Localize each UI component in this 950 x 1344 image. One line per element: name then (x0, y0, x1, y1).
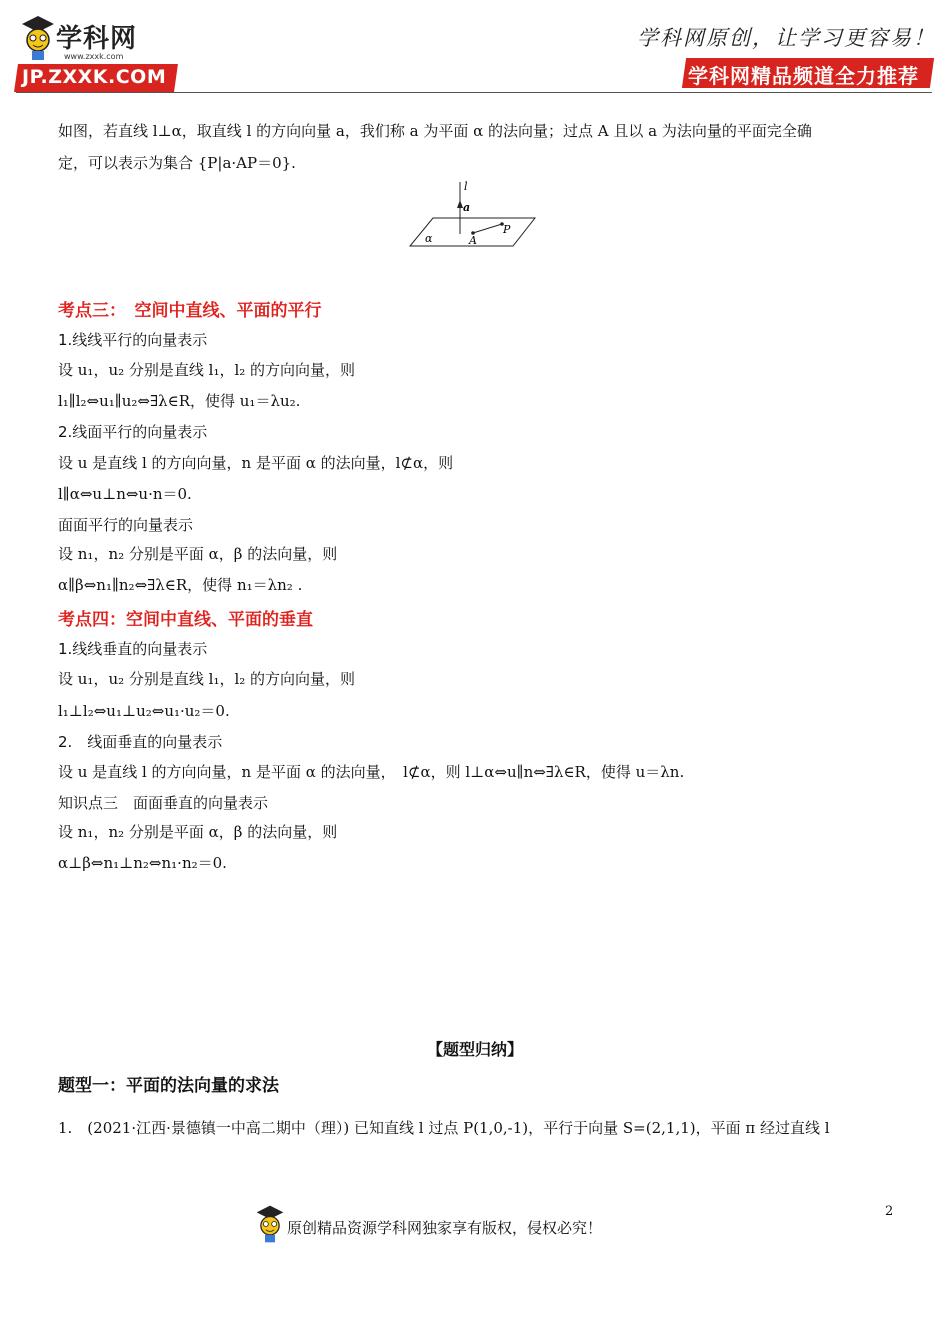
section3-l1: 设 u₁，u₂ 分别是直线 l₁，l₂ 的方向向量，则 (58, 361, 356, 379)
section3-h3: 面面平行的向量表示 (58, 516, 194, 534)
intro-line-2: 定，可以表示为集合 {P|a·AP＝0}. (58, 154, 296, 172)
section4-l2: l₁⊥l₂⇔u₁⊥u₂⇔u₁·u₂＝0. (58, 702, 230, 720)
normal-vector-figure (405, 178, 540, 250)
section4-l5: α⊥β⇔n₁⊥n₂⇔n₁·n₂＝0. (58, 854, 227, 872)
section4-l3: 设 u 是直线 l 的方向向量，n 是平面 α 的法向量， l⊄α，则 l⊥α⇔u∥n⇔∃λ∈R，使得 u＝λn. (58, 763, 685, 781)
figure-label-P: P (503, 223, 511, 236)
section4-l4: 设 n₁，n₂ 分别是平面 α，β 的法向量，则 (58, 823, 338, 841)
footer-copyright: 原创精品资源学科网独家享有版权，侵权必究！ (287, 1219, 603, 1237)
section3-l3: 设 u 是直线 l 的方向向量，n 是平面 α 的法向量，l⊄α，则 (58, 454, 454, 472)
slogan: 学科网原创，让学习更容易！ (637, 26, 936, 50)
section3-l6: α∥β⇔n₁∥n₂⇔∃λ∈R，使得 n₁＝λn₂ . (58, 576, 303, 594)
logo-url: www.zxxk.com (64, 52, 124, 61)
section4-h1: 1.线线垂直的向量表示 (58, 640, 208, 658)
figure-label-l: l (464, 180, 468, 193)
section4-h2: 2. 线面垂直的向量表示 (58, 733, 223, 751)
footer-mascot-icon (255, 1204, 285, 1244)
logo-name: 学科网 (56, 24, 138, 54)
type1-title: 题型一：平面的法向量的求法 (58, 1076, 279, 1096)
figure-label-a: a (463, 201, 471, 214)
page-number: 2 (885, 1204, 894, 1219)
mascot-icon (20, 14, 56, 62)
section4-h3: 知识点三 面面垂直的向量表示 (58, 794, 269, 812)
question-1: 1. (2021·江西·景德镇一中高二期中（理）) 已知直线 l 过点 P(1,0,-1)，平行于向量 S=(2,1,1)，平面 π 经过直线 l (58, 1119, 830, 1137)
header-divider (16, 92, 932, 93)
section4-title: 考点四：空间中直线、平面的垂直 (58, 610, 313, 630)
section3-l2: l₁∥l₂⇔u₁∥u₂⇔∃λ∈R，使得 u₁＝λu₂. (58, 392, 301, 410)
logo[interactable] (16, 12, 178, 92)
figure-label-alpha: α (425, 232, 433, 245)
section3-title: 考点三： 空间中直线、平面的平行 (58, 301, 322, 321)
section3-h1: 1.线线平行的向量表示 (58, 331, 208, 349)
section4-l1: 设 u₁，u₂ 分别是直线 l₁，l₂ 的方向向量，则 (58, 670, 356, 688)
section3-h2: 2.线面平行的向量表示 (58, 423, 208, 441)
recommend-text[interactable]: 学科网精品频道全力推荐 (688, 64, 919, 88)
logo-domain: JP.ZXXK.COM (22, 66, 167, 88)
section3-l5: 设 n₁，n₂ 分别是平面 α，β 的法向量，则 (58, 545, 338, 563)
figure-label-A: A (469, 234, 477, 247)
summary-heading: 【题型归纳】 (426, 1040, 523, 1059)
intro-line-1: 如图，若直线 l⊥α，取直线 l 的方向向量 a，我们称 a 为平面 α 的法向量；过点 A 且以 a 为法向量的平面完全确 (58, 122, 812, 140)
section3-l4: l∥α⇔u⊥n⇔u·n＝0. (58, 485, 192, 503)
